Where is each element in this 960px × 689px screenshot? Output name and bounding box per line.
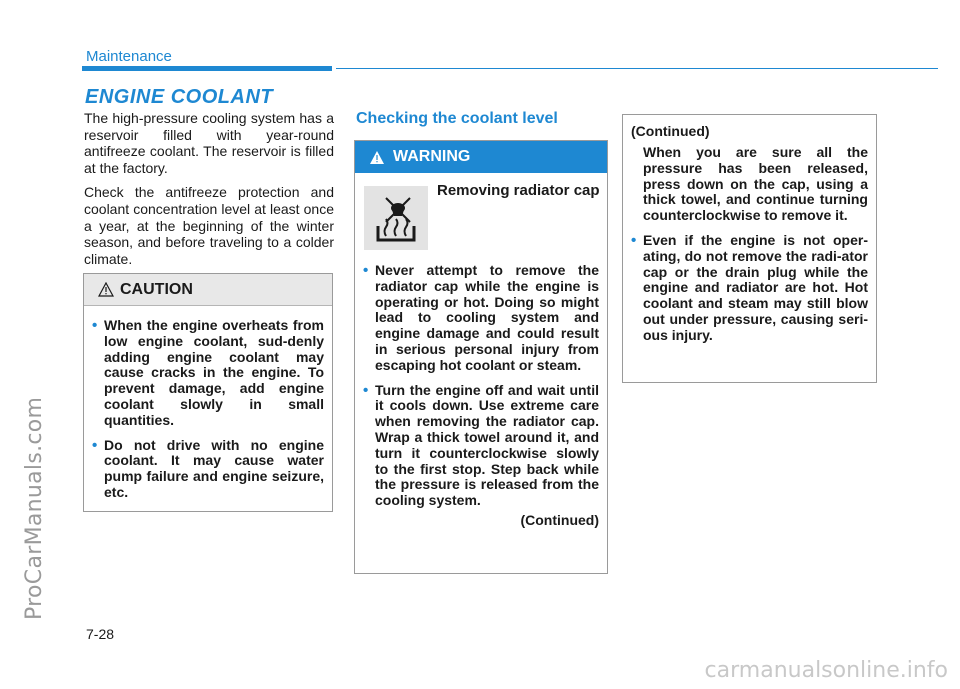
caution-list <box>92 318 324 510</box>
caution-header <box>84 274 332 306</box>
continuation-paragraph: When you are sure all the pressure has been released, press down on the cap, using a thick towel, and continue turning counterclockwise to remove it. <box>643 144 868 224</box>
warning-header <box>355 141 607 173</box>
list-item-text: Never attempt to remove the radiator cap while the engine is operating or hot. Doing so might lead to cooling system and engine damage and could result in serious personal injury from escaping hot coolant or steam. <box>375 262 599 373</box>
intro-text <box>84 110 334 275</box>
list-item <box>363 263 599 374</box>
caution-label: CAUTION <box>120 280 193 298</box>
intro-paragraph: Check the antifreeze protection and coolant concentration level at least once a year, at the beginning of the winter season, and before traveling to a colder climate. <box>84 184 334 267</box>
list-item <box>92 318 324 429</box>
continuation-box <box>622 114 877 383</box>
continued-label: (Continued) <box>631 123 710 139</box>
warning-title: Removing radiator cap <box>437 182 600 199</box>
list-item <box>631 233 868 344</box>
header-rule-thin <box>336 68 938 69</box>
watermark-bottom: carmanualsonline.info <box>704 658 948 683</box>
list-item <box>92 438 324 501</box>
warning-box <box>354 140 608 574</box>
section-subheading: Checking the coolant level <box>356 110 558 127</box>
warning-triangle-icon <box>98 282 114 297</box>
list-item-text: Do not drive with no engine coolant. It may cause water pump failure and engine seizure, etc. <box>104 436 324 500</box>
bullet-dot-icon: • <box>363 381 369 399</box>
list-item-text: When the engine overheats from low engine coolant, sud-denly adding engine coolant may cause cracks in the engine. To prevent damage, add engine coolant slowly in small quantities. <box>104 317 324 428</box>
intro-paragraph: The high-pressure cooling system has a reservoir filled with year-round antifreeze coolant. The reservoir is filled at the factory. <box>84 110 334 176</box>
watermark-side: ProCarManuals.com <box>22 396 47 620</box>
list-item <box>363 383 599 509</box>
header-rule-thick <box>82 66 332 71</box>
bullet-dot-icon: • <box>92 317 98 334</box>
warning-triangle-icon <box>369 150 385 165</box>
page-title: ENGINE COOLANT <box>85 86 274 108</box>
continued-label: (Continued) <box>520 511 599 528</box>
bullet-dot-icon: • <box>631 231 637 249</box>
caution-box <box>83 273 333 512</box>
continuation-list <box>631 233 868 344</box>
list-item-text: Even if the engine is not oper-ating, do not remove the radi-ator cap or the drain plug while the engine and radiator are hot. Hot coolant and steam may still blow out under pressure, causing seri-ous injury. <box>643 231 868 343</box>
warning-label: WARNING <box>393 148 471 165</box>
bullet-dot-icon: • <box>92 436 98 454</box>
radiator-cap-hot-icon <box>364 186 428 250</box>
bullet-dot-icon: • <box>363 262 369 279</box>
warning-list <box>363 263 599 528</box>
section-label: Maintenance <box>86 48 172 65</box>
page-number: 7-28 <box>86 626 115 642</box>
list-item-text: Turn the engine off and wait until it cools down. Use extreme care when removing the radiator cap. Wrap a thick towel around it, and turn it counterclockwise slowly to the first stop. Step back while the pressure is released from the cooling system. <box>375 381 599 509</box>
